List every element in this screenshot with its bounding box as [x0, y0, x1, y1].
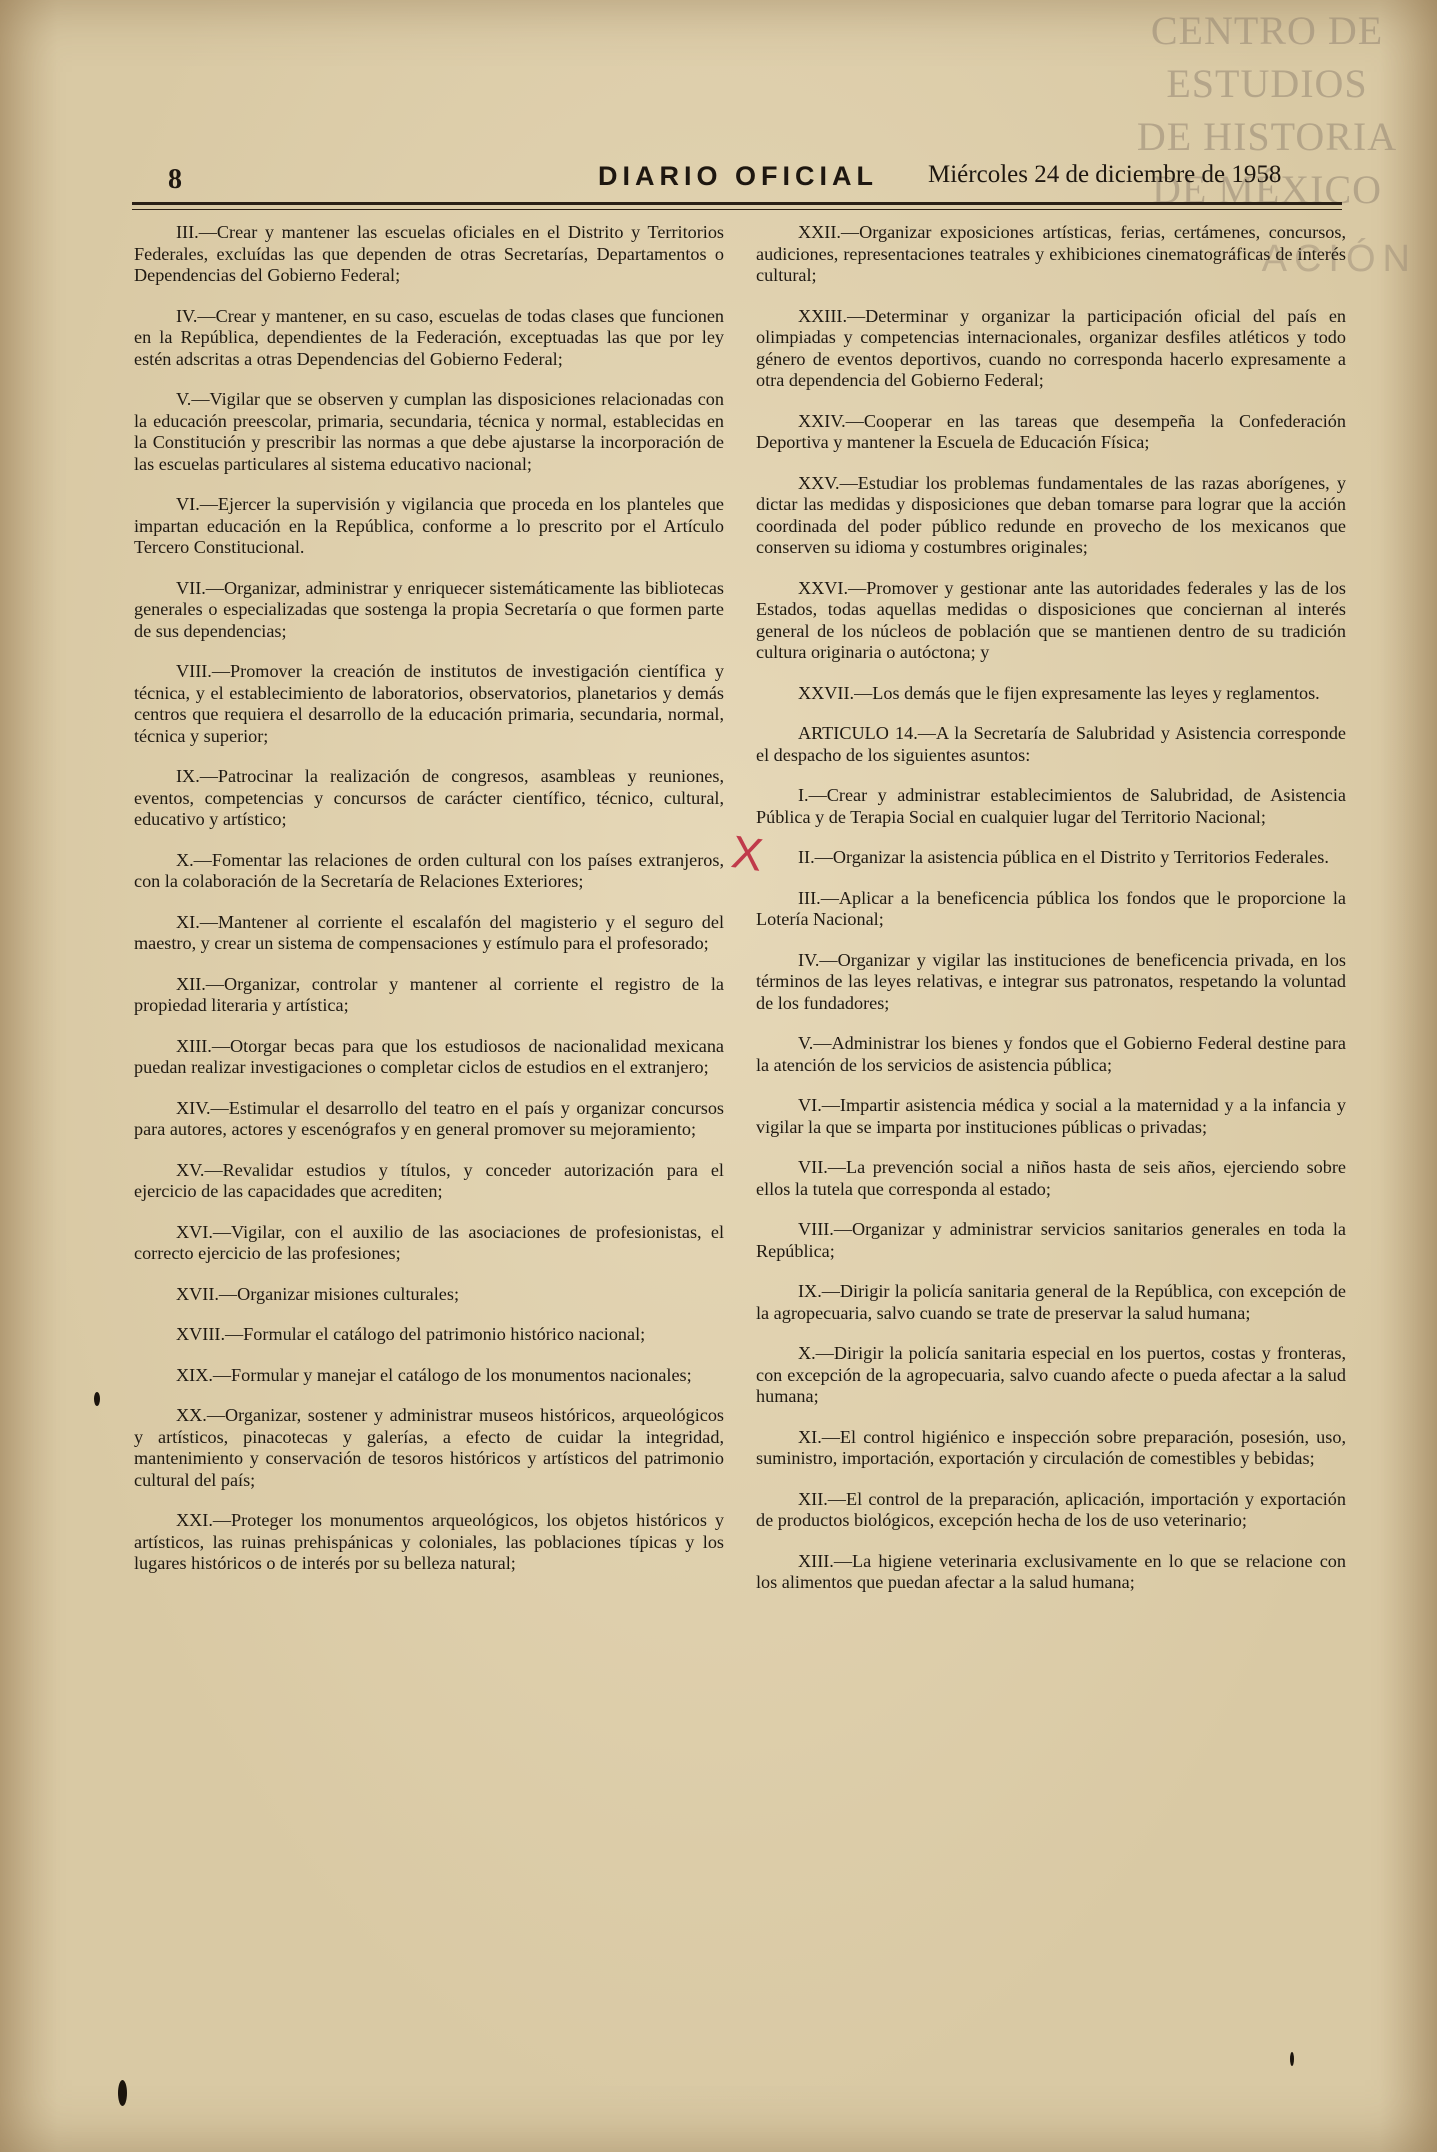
article-paragraph: III.—Aplicar a la beneficencia pública los fondos que le proporcione la Lotería Nacional; [756, 887, 1346, 929]
article-paragraph: VIII.—Organizar y administrar servicios sanitarios generales en toda la República; [756, 1219, 1346, 1261]
article-paragraph: II.—Organizar la asistencia pública en el Distrito y Territorios Federales. [798, 847, 1329, 867]
article-paragraph: VII.—Organizar, administrar y enriquecer sistemáticamente las bibliotecas generales o especializadas que sostenga la propia Secretaría o que formen parte de sus dependencias; [134, 577, 724, 641]
article-paragraph: VIII.—Promover la creación de institutos de investigación científica y técnica, y el establecimiento de laboratorios, observatorios, planetarios y demás centros que requiera el desarrollo de la educación primaria, secundaria, normal, técnica y superior; [134, 661, 724, 746]
article-paragraph: IV.—Crear y mantener, en su caso, escuelas de todas clases que funcionen en la República, dependientes de la Federación, exceptuadas las que por ley estén adscritas a otras Dependencias del Gobierno Federal; [134, 305, 724, 369]
left-column [134, 222, 724, 1594]
article-paragraph: IV.—Organizar y vigilar las instituciones de beneficencia privada, en los términos de las leyes relativas, e integrar sus patronatos, respetando la voluntad de los fundadores; [756, 949, 1346, 1013]
header-rule-thin [132, 209, 1342, 210]
article-paragraph: XIV.—Estimular el desarrollo del teatro en el país y organizar concursos para autores, actores y escenógrafos y en general promover su mejoramiento; [134, 1097, 724, 1139]
article-paragraph: XIII.—Otorgar becas para que los estudiosos de nacionalidad mexicana puedan realizar investigaciones o completar ciclos de estudios en el extranjero; [134, 1035, 724, 1077]
watermark-line: CENTRO DE [1150, 8, 1384, 53]
ink-speck [1290, 2052, 1294, 2066]
article-paragraph: VI.—Impartir asistencia médica y social a la maternidad y a la infancia y vigilar la que se imparta por instituciones públicas o privadas; [756, 1095, 1346, 1137]
article-paragraph: IX.—Patrocinar la realización de congresos, asambleas y reuniones, eventos, competencias y concursos de carácter científico, técnico, cultural, educativo y artístico; [134, 766, 724, 829]
article-paragraph: XX.—Organizar, sostener y administrar museos históricos, arqueológicos y artísticos, pinacotecas y galerías, a efecto de cuidar la integridad, mantenimiento y conservación de tesoros históricos y artísticos del patrimonio cultural del país; [134, 1405, 724, 1490]
ink-speck [118, 2080, 127, 2106]
watermark-line: DE HISTORIA [1136, 114, 1398, 159]
article-paragraph: XVII.—Organizar misiones culturales; [176, 1283, 460, 1304]
article-paragraph: XXIV.—Cooperar en las tareas que desempeña la Confederación Deportiva y mantener la Escuela de Educación Física; [756, 410, 1346, 452]
page-number: 8 [168, 164, 182, 195]
watermark-line: ESTUDIOS [1166, 61, 1368, 106]
article-paragraph: XVIII.—Formular el catálogo del patrimonio histórico nacional; [176, 1324, 646, 1344]
article-paragraph: X.—Fomentar las relaciones de orden cultural con los países extranjeros, con la colaboración de la Secretaría de Relaciones Exteriores; [134, 849, 724, 891]
ink-speck [94, 1392, 100, 1406]
article-paragraph: XXII.—Organizar exposiciones artísticas, ferias, certámenes, concursos, audiciones, representaciones teatrales y exhibiciones cinematográficas de interés cultural; [756, 222, 1346, 285]
page-header [168, 158, 1348, 200]
right-column [756, 222, 1346, 1613]
article-paragraph: I.—Crear y administrar establecimientos de Salubridad, de Asistencia Pública y de Terapia Social en cualquier lugar del Territorio Nacional; [756, 785, 1346, 827]
article-paragraph: XXVII.—Los demás que le fijen expresamente las leyes y reglamentos. [798, 682, 1320, 703]
article-paragraph: IX.—Dirigir la policía sanitaria general de la República, con excepción de la agropecuaria, salvo cuando se trate de preservar la salud humana; [756, 1281, 1346, 1323]
issue-date: Miércoles 24 de diciembre de 1958 [928, 161, 1282, 188]
article-paragraph: V.—Vigilar que se observen y cumplan las disposiciones relacionadas con la educación preescolar, primaria, secundaria, técnica y normal, establecidas en la Constitución y prescribir las normas a que debe ajustarse la incorporación de las escuelas particulares al sistema educativo nacional; [134, 389, 724, 474]
watermark-line: DE MÉXICO [1151, 167, 1383, 212]
article-paragraph: XV.—Revalidar estudios y títulos, y conceder autorización para el ejercicio de las capacidades que acrediten; [134, 1159, 724, 1201]
article-paragraph: XXV.—Estudiar los problemas fundamentales de las razas aborígenes, y dictar las medidas y disposiciones que deban tomarse para lograr que la acción coordinada del poder público redunde en provecho de los mexicanos que conserven su idioma y costumbres originales; [756, 472, 1346, 557]
article-paragraph: III.—Crear y mantener las escuelas oficiales en el Distrito y Territorios Federales, excluídas las que dependen de otras Secretarías, Departamentos o Dependencias del Gobierno Federal; [134, 222, 724, 285]
article-paragraph: XXIII.—Determinar y organizar la participación oficial del país en olimpiadas y competencias internacionales, organizar desfiles atléticos y todo género de eventos deportivos, cuando no corresponda hacerlo expresamente a otra dependencia del Gobierno Federal; [756, 305, 1346, 390]
publication-title: DIARIO OFICIAL [598, 161, 878, 191]
red-pencil-mark: X [728, 825, 767, 881]
article-paragraph: XII.—Organizar, controlar y mantener al corriente el registro de la propiedad literaria y artística; [134, 973, 724, 1015]
article-paragraph: XIII.—La higiene veterinaria exclusivamente en lo que se relacione con los alimentos que puedan afectar a la salud humana; [756, 1550, 1346, 1592]
article-paragraph: XI.—Mantener al corriente el escalafón del magisterio y el seguro del maestro, y crear un sistema de compensaciones y estímulo para el profesorado; [134, 911, 724, 953]
article-paragraph: VI.—Ejercer la supervisión y vigilancia que proceda en los planteles que impartan educación en la República, conforme a lo prescrito por el Artículo Tercero Constitucional. [134, 494, 724, 557]
article-paragraph: VII.—La prevención social a niños hasta de seis años, ejerciendo sobre ellos la tutela que corresponda al estado; [756, 1157, 1346, 1199]
article-paragraph: XXI.—Proteger los monumentos arqueológicos, los objetos históricos y artísticos, las ruinas prehispánicas y coloniales, las poblaciones típicas y los lugares históricos o de interés por su belleza natural; [134, 1510, 724, 1573]
watermark-side-fragment: ACIÓN [1261, 238, 1417, 280]
article-paragraph: XIX.—Formular y manejar el catálogo de los monumentos nacionales; [176, 1364, 692, 1385]
article-heading-paragraph: ARTICULO 14.—A la Secretaría de Salubridad y Asistencia corresponde el despacho de los siguientes asuntos: [756, 723, 1346, 765]
article-paragraph: X.—Dirigir la policía sanitaria especial en los puertos, costas y fronteras, con excepción de la agropecuaria, salvo cuando afecte o pueda afectar a la salud humana; [756, 1343, 1346, 1406]
article-paragraph: V.—Administrar los bienes y fondos que el Gobierno Federal destine para la atención de los servicios de asistencia pública; [756, 1033, 1346, 1075]
article-paragraph: XXVI.—Promover y gestionar ante las autoridades federales y las de los Estados, todas aquellas medidas o disposiciones que conciernan al interés general de los núcleos de población que se mantienen dentro de su tradición cultura originaria o autóctona; y [756, 577, 1346, 662]
article-paragraph: XI.—El control higiénico e inspección sobre preparación, posesión, uso, suministro, importación, exportación y circulación de comestibles y bebidas; [756, 1426, 1346, 1468]
article-paragraph: XVI.—Vigilar, con el auxilio de las asociaciones de profesionistas, el correcto ejercicio de las profesiones; [134, 1221, 724, 1263]
header-rule [132, 202, 1342, 205]
article-paragraph: XII.—El control de la preparación, aplicación, importación y exportación de productos biológicos, excepción hecha de los de uso veterinario; [756, 1488, 1346, 1530]
